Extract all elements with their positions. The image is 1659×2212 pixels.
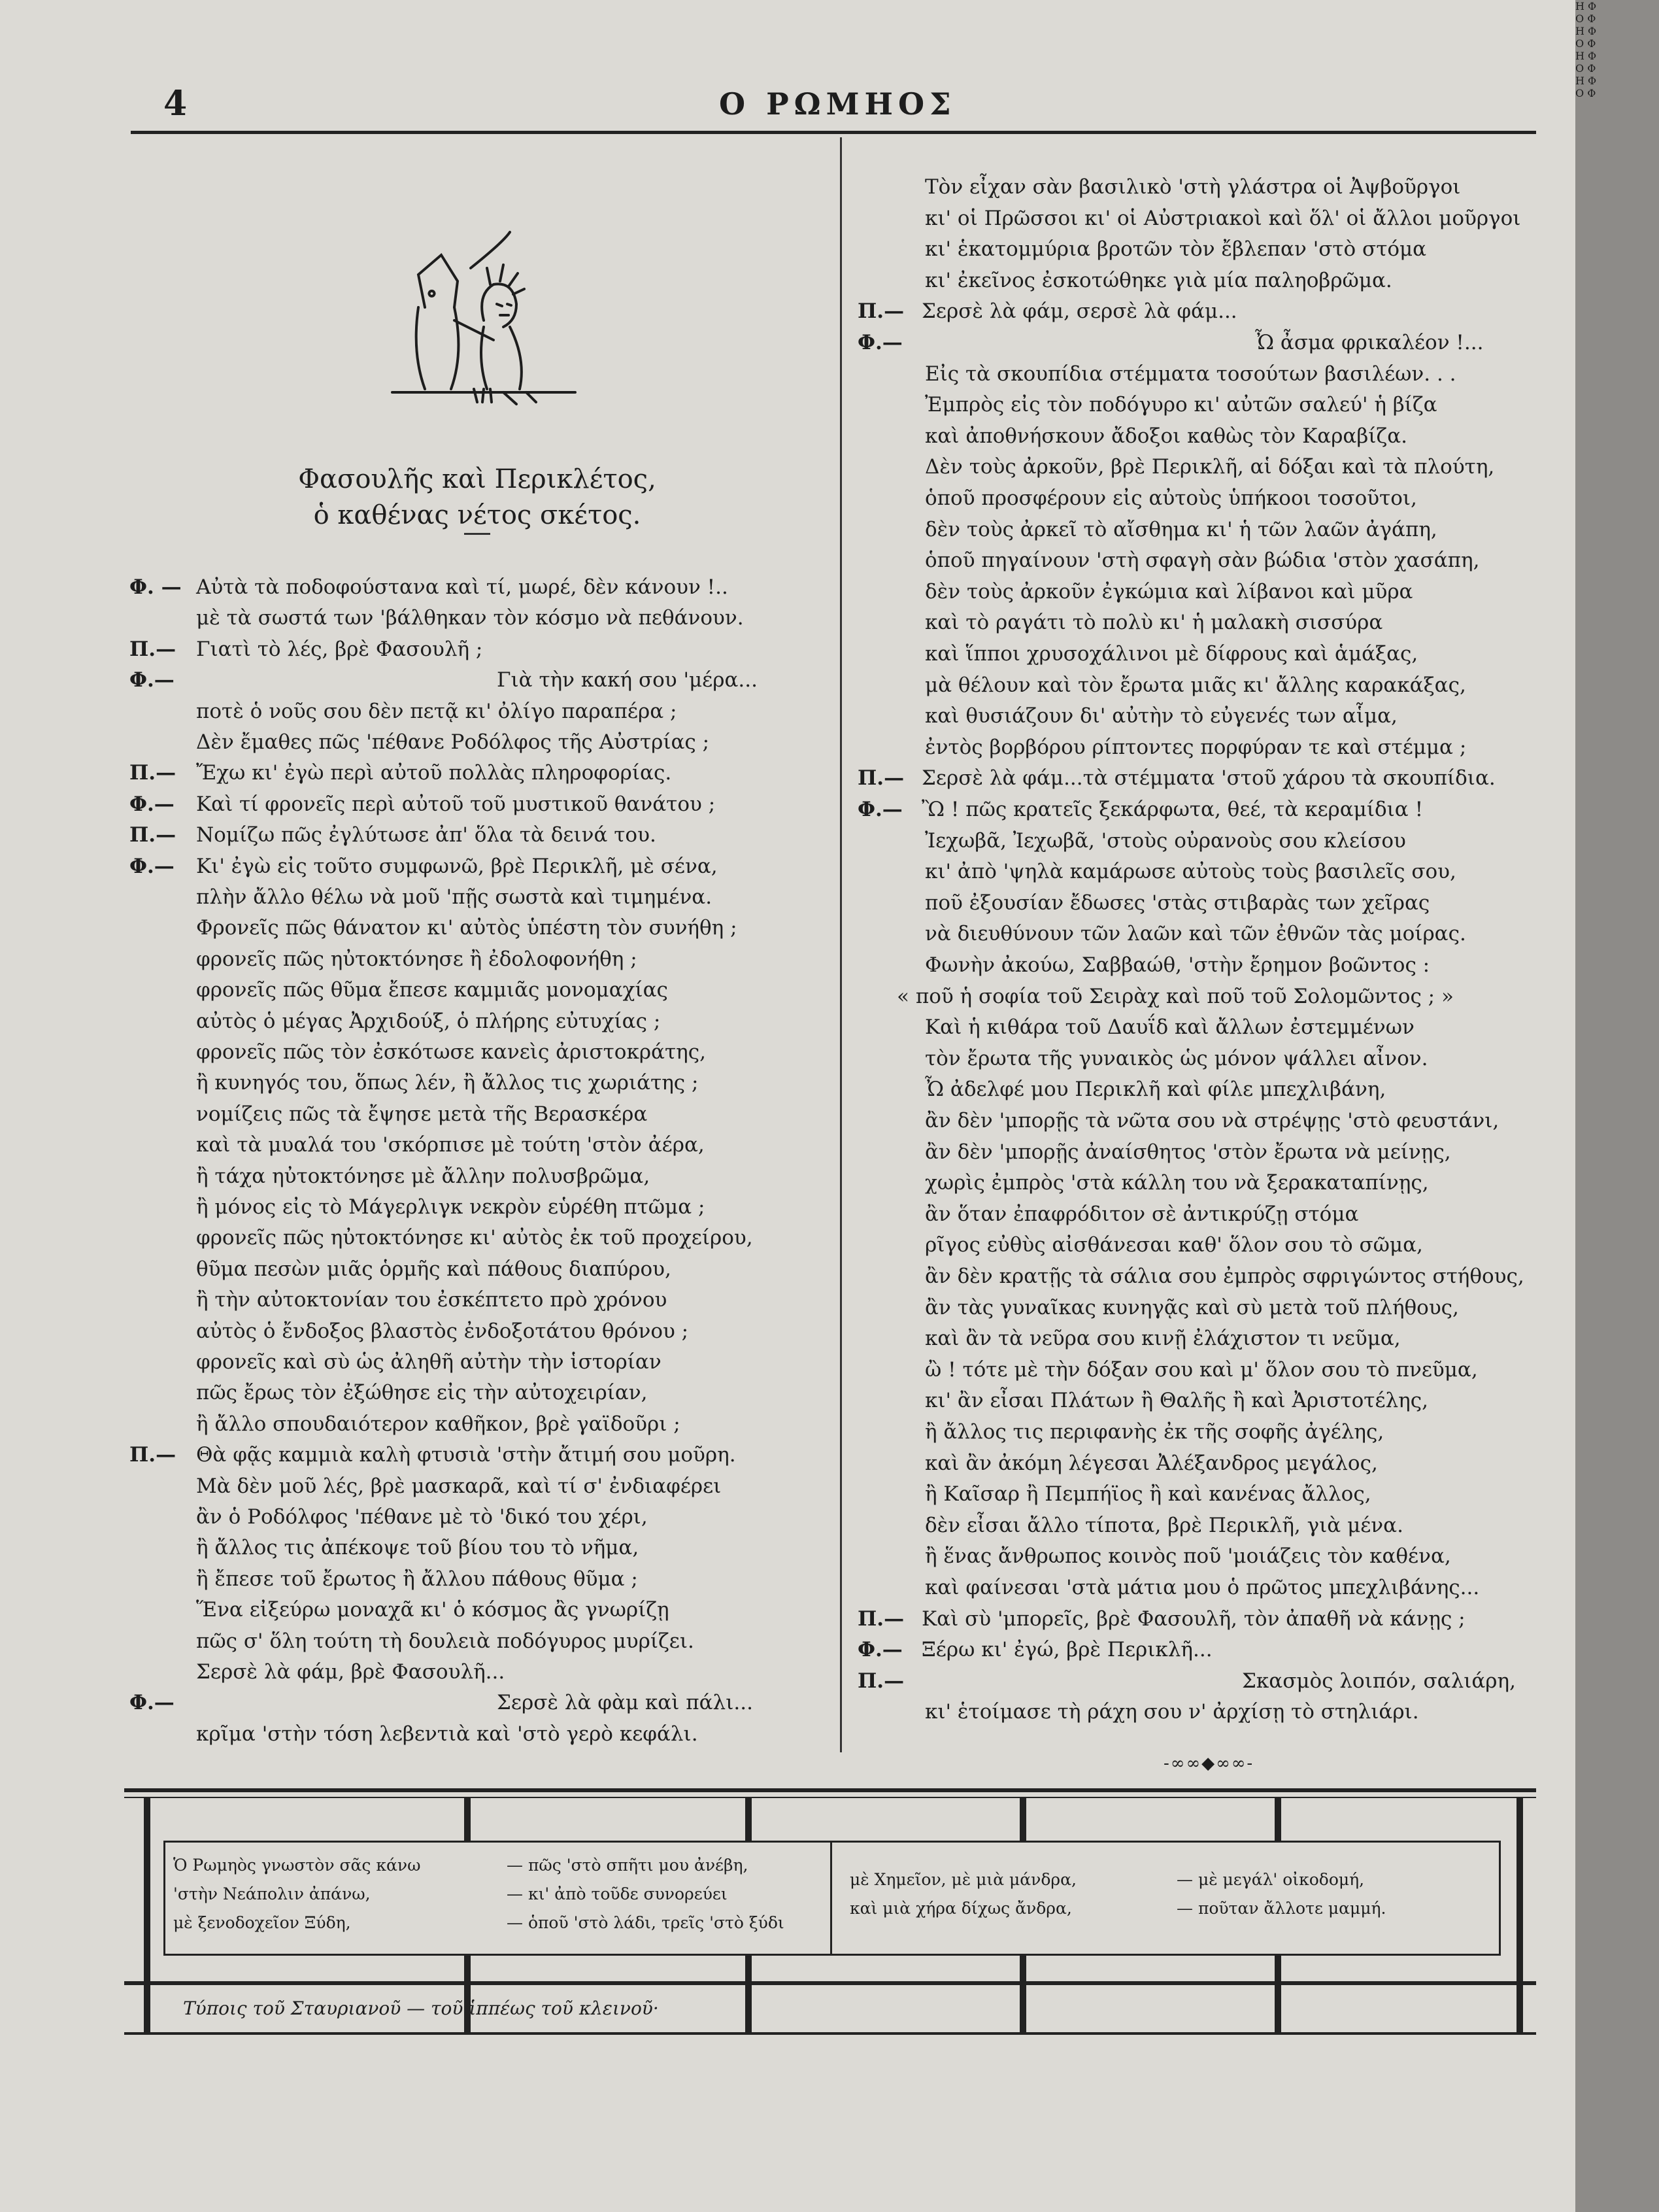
speaker-label: Π.— (129, 1443, 176, 1467)
verse-line: ἂν τὰς γυναῖκας κυνηγᾷς καὶ σὺ μετὰ τοῦ πλήθους, (925, 1295, 1459, 1319)
verse-line: Ἰεχωβᾶ, Ἰεχωβᾶ, 'στοὺς οὐρανοὺς σου κλείσου (925, 828, 1406, 853)
verse-line: κι' ἂν εἶσαι Πλάτων ἢ Θαλῆς ἢ καὶ Ἀριστοτέλης, (925, 1389, 1428, 1413)
verse-line: Σκασμὸς λοιπόν, σαλιάρη, (1242, 1669, 1516, 1693)
verse-line: ἢ μόνος εἰς τὸ Μάγερλιγκ νεκρὸν εὑρέθη πτῶμα ; (196, 1195, 705, 1219)
verse-line: ἐντὸς βορβόρου ρίπτοντες πορφύραν τε καὶ στέμμα ; (925, 735, 1467, 759)
speaker-label: Π.— (858, 1607, 905, 1631)
verse-line: νομίζεις πῶς τὰ ἔψησε μετὰ τῆς Βερασκέρα (196, 1102, 648, 1126)
speaker-label: Φ.— (129, 854, 175, 878)
verse-line: καὶ ἵπποι χρυσοχάλινοι μὲ δίφρους καὶ ἁμάξας, (925, 642, 1418, 666)
verse-line: φρονεῖς πῶς ηὐτοκτόνησε κι' αὐτὸς ἐκ τοῦ προχείρου, (196, 1226, 753, 1250)
verse-line: καὶ ἀποθνήσκουν ἄδοξοι καθὼς τὸν Καραβίζα. (925, 424, 1408, 448)
verse-line: ρῖγος εὐθὺς αἰσθάνεσαι καθ' ὅλον σου τὸ σῶμα, (925, 1233, 1423, 1257)
verse-line: καὶ θυσιάζουν δι' αὐτὴν τὸ εὐγενές των αἷμα, (925, 704, 1398, 728)
gutter-letter: Ο Φ (1575, 62, 1596, 75)
printer-imprint: Τύποις τοῦ Σταυριανοῦ — τοῦ ἱππέως τοῦ κλεινοῦ· (183, 1998, 659, 2019)
verse-line: καὶ φαίνεσαι 'στὰ μάτια μου ὁ πρῶτος μπεχλιβάνης... (925, 1576, 1480, 1599)
speaker-label: Φ.— (129, 792, 175, 816)
caption-line-1: Φασουλῆς καὶ Περικλέτος, (298, 464, 656, 494)
verse-line: Φωνὴν ἀκούω, Σαββαώθ, 'στὴν ἔρημον βοῶντος : (925, 953, 1430, 977)
verse-line: ἂν δὲν κρατῇς τὰ σάλια σου ἐμπρὸς σφριγώντος στήθους, (925, 1265, 1524, 1288)
verse-line: καὶ τὸ ραγάτι τὸ πολὺ κι' ἡ μαλακὴ σισσύρα (925, 611, 1383, 635)
verse-line: αὐτὸς ὁ ἔνδοξος βλαστὸς ἐνδοξοτάτου θρόνου ; (196, 1319, 689, 1343)
verse-line: ἢ ἄλλος τις ἀπέκοψε τοῦ βίου του τὸ νῆμα, (196, 1536, 639, 1560)
adjacent-page-letters (1575, 0, 1659, 2212)
verse-line: ποτὲ ὁ νοῦς σου δὲν πετᾷ κι' ὀλίγο παραπέρα ; (196, 699, 677, 723)
verse-line: Κι' ἐγὼ εἰς τοῦτο συμφωνῶ, βρὲ Περικλῆ, μὲ σένα, (196, 854, 718, 878)
speaker-label: Φ.— (858, 1638, 903, 1662)
verse-line: Νομίζω πῶς ἐγλύτωσε ἀπ' ὅλα τὰ δεινά του. (196, 823, 656, 847)
verse-line: Ἕνα εἰξεύρω μοναχᾶ κι' ὁ κόσμος ἂς γνωρίζῃ (196, 1598, 669, 1622)
ad-top-rule (124, 1788, 1536, 1792)
verse-line: Καὶ σὺ 'μπορεῖς, βρὲ Φασουλῆ, τὸν ἀπαθῆ νὰ κάνῃς ; (922, 1607, 1466, 1631)
verse-line: Σερσὲ λὰ φὰμ καὶ πάλι... (497, 1691, 753, 1715)
verse-line: ἢ ἔπεσε τοῦ ἔρωτος ἢ ἄλλου πάθους θῦμα ; (196, 1567, 638, 1591)
verse-line: ἢ τὴν αὐτοκτονίαν του ἐσκέπτετο πρὸ χρόνου (196, 1288, 667, 1312)
verse-line: Ξέρω κι' ἐγώ, βρὲ Περικλῆ... (922, 1638, 1213, 1662)
ad-top-rule-thin (124, 1797, 1536, 1798)
verse-line: Ἔχω κι' ἐγὼ περὶ αὐτοῦ πολλὰς πληροφορίας. (196, 761, 672, 785)
verse-line: Μὰ δὲν μοῦ λές, βρὲ μασκαρᾶ, καὶ τί σ' ἐνδιαφέρει (196, 1474, 722, 1498)
ad-bottom-rule (124, 1981, 1536, 1985)
caption-dash (464, 533, 490, 535)
speaker-label: Φ.— (129, 1691, 175, 1715)
verse-line: Τὸν εἶχαν σὰν βασιλικὸ 'στὴ γλάστρα οἱ Ἀψβοῦργοι (925, 175, 1461, 199)
verse-line: Ἐμπρὸς εἰς τὸν ποδόγυρο κι' αὐτῶν σαλεύ' ἡ βίζα (925, 393, 1437, 417)
verse-line: πῶς ἔρως τὸν ἐξώθησε εἰς τὴν αὐτοχειρίαν, (196, 1381, 648, 1405)
verse-line: Εἰς τὰ σκουπίδια στέμματα τοσούτων βασιλέων. . . (925, 362, 1456, 386)
header-rule (131, 131, 1536, 134)
verse-line: καὶ ἂν ἀκόμη λέγεσαι Ἀλέξανδρος μεγάλος, (925, 1451, 1378, 1475)
verse-line: φρονεῖς πῶς θῦμα ἔπεσε καμμιᾶς μονομαχίας (196, 978, 668, 1002)
end-ornament: -∞∞◆∞∞- (1164, 1754, 1254, 1773)
ad-line-part: — ποῦταν ἄλλοτε μαμμή. (1177, 1899, 1386, 1918)
verse-line: δὲν τοὺς ἀρκοῦν ἐγκώμια καὶ λίβανοι καὶ μῦρα (925, 579, 1413, 604)
verse-line: κι' ἑτοίμασε τὴ ράχη σου ν' ἀρχίσῃ τὸ στηλιάρι. (925, 1700, 1419, 1724)
verse-line: φρονεῖς πῶς ηὐτοκτόνησε ἢ ἐδολοφονήθη ; (196, 947, 637, 971)
verse-line: Δὲν ἔμαθες πῶς 'πέθανε Ροδόλφος τῆς Αὐστρίας ; (196, 730, 710, 754)
verse-line: « ποῦ ἡ σοφία τοῦ Σειρὰχ καὶ ποῦ τοῦ Σολομῶντος ; » (897, 984, 1454, 1008)
verse-line: πῶς σ' ὅλη τούτη τὴ δουλειὰ ποδόγυρος μυρίζει. (196, 1629, 694, 1653)
verse-line: ἢ ἕνας ἄνθρωπος κοινὸς ποῦ 'μοιάζεις τὸν καθένα, (925, 1544, 1451, 1569)
ad-line-part: — μὲ μεγάλ' οἰκοδομή, (1177, 1870, 1365, 1889)
verse-line: καὶ τὰ μυαλά του 'σκόρπισε μὲ τούτη 'στὸν ἀέρα, (196, 1133, 705, 1157)
verse-line: κρῖμα 'στὴν τόση λεβεντιὰ καὶ 'στὸ γερὸ κεφάλι. (196, 1722, 698, 1746)
verse-line: Καὶ τί φρονεῖς περὶ αὐτοῦ τοῦ μυστικοῦ θανάτου ; (196, 792, 716, 816)
speaker-label: Π.— (858, 299, 905, 324)
verse-line: ἢ ἄλλο σπουδαιότερον καθῆκον, βρὲ γαϊδοῦρι ; (196, 1412, 680, 1436)
gutter-letter: Ο Φ (1575, 87, 1596, 99)
verse-line: μὲ τὰ σωστά των 'βάλθηκαν τὸν κόσμο νὰ πεθάνουν. (196, 606, 744, 630)
speaker-label: Φ.— (129, 668, 175, 692)
verse-line: Γιατὶ τὸ λές, βρὲ Φασουλῆ ; (196, 637, 483, 661)
ad-bottom-rule-2 (124, 2032, 1536, 2035)
verse-line: ὁποῦ πηγαίνουν 'στὴ σφαγὴ σὰν βώδια 'στὸν χασάπη, (925, 549, 1480, 573)
verse-line: Θὰ φᾷς καμμιὰ καλὴ φτυσιὰ 'στὴν ἄτιμή σου μοῦρη. (196, 1443, 736, 1467)
verse-line: Φρονεῖς πῶς θάνατον κι' αὐτὸς ὑπέστη τὸν συνήθη ; (196, 916, 737, 940)
verse-line: ὁποῦ προσφέρουν εἰς αὐτοὺς ὑπήκοοι τοσοῦτοι, (925, 486, 1417, 510)
ad-line-part: καὶ μιὰ χήρα δίχως ἄνδρα, (850, 1899, 1072, 1918)
verse-line: ἂν δὲν 'μπορῇς ἀναίσθητος 'στὸν ἔρωτα νὰ μείνῃς, (925, 1140, 1451, 1164)
gutter-letter: Ο Φ (1575, 37, 1596, 50)
verse-line: ἢ ἄλλος τις περιφανὴς ἐκ τῆς σοφῆς ἀγέλης, (925, 1420, 1384, 1444)
verse-line: ἢ Καῖσαρ ἢ Πεμπήϊος ἢ καὶ κανένας ἄλλος, (925, 1482, 1371, 1506)
verse-line: ὢ ! τότε μὲ τὴν δόξαν σου καὶ μ' ὅλον σου τὸ πνεῦμα, (925, 1357, 1478, 1382)
verse-line: ἢ τάχα ηὐτοκτόνησε μὲ ἄλλην πολυσβρῶμα, (196, 1164, 650, 1188)
advertisement-divider (830, 1841, 832, 1956)
verse-line: θῦμα πεσὼν μιᾶς ὁρμῆς καὶ πάθους διαπύρου, (196, 1257, 671, 1281)
verse-line: ἂν ὁ Ροδόλφος 'πέθανε μὲ τὸ 'δικό του χέρι, (196, 1505, 648, 1529)
verse-line: Ὦ ἆσμα φρικαλέον !... (1255, 331, 1484, 354)
column-divider (840, 137, 842, 1752)
page-number: 4 (163, 84, 188, 124)
verse-line: Δὲν τοὺς ἀρκοῦν, βρὲ Περικλῆ, αἱ δόξαι καὶ τὰ πλούτη, (925, 455, 1495, 479)
verse-line: αὐτὸς ὁ μέγας Ἀρχιδούξ, ὁ πλήρης εὐτυχίας ; (196, 1009, 661, 1033)
verse-line: πλὴν ἄλλο θέλω νὰ μοῦ 'πῇς σωστὰ καὶ τιμημένα. (196, 885, 712, 909)
verse-line: κι' ἀπὸ 'ψηλὰ καμάρωσε αὐτοὺς τοὺς βασιλεῖς σου, (925, 860, 1456, 884)
verse-line: Γιὰ τὴν κακή σου 'μέρα... (497, 668, 758, 692)
verse-line: ἢ κυνηγός του, ὅπως λέν, ἢ ἄλλος τις χωριάτης ; (196, 1071, 699, 1095)
verse-line: δὲν τοὺς ἀρκεῖ τὸ αἴσθημα κι' ἡ τῶν λαῶν ἀγάπη, (925, 517, 1437, 541)
speaker-label: Π.— (129, 637, 176, 661)
verse-line: φρονεῖς πῶς τὸν ἐσκότωσε κανεὶς ἀριστοκράτης, (196, 1040, 706, 1064)
ad-post-left (144, 1798, 150, 2033)
verse-line: ἂν δὲν 'μπορῇς τὰ νῶτα σου νὰ στρέψῃς 'στὸ φευστάνι, (925, 1109, 1500, 1132)
ad-line-part: 'στὴν Νεάπολιν ἀπάνω, (173, 1884, 371, 1903)
speaker-label: Π.— (129, 761, 176, 785)
verse-line: χωρὶς ἐμπρὸς 'στὰ κάλλη του νὰ ξερακαταπίνῃς, (925, 1171, 1429, 1195)
gutter-letter: Η Φ (1575, 0, 1597, 12)
speaker-label: Π.— (858, 766, 905, 791)
verse-line: καὶ ἂν τὰ νεῦρα σου κινῇ ἐλάχιστον τι νεῦμα, (925, 1327, 1401, 1351)
newspaper-title: Ο ΡΩΜΗΟΣ (719, 86, 956, 122)
ad-post-right (1517, 1798, 1523, 2033)
speaker-label: Φ. — (129, 575, 182, 599)
cartoon-illustration (379, 229, 588, 405)
verse-line: φρονεῖς καὶ σὺ ὡς ἀληθῆ αὐτὴν τὴν ἱστορίαν (196, 1350, 662, 1374)
verse-line: Ὦ ἀδελφέ μου Περικλῆ καὶ φίλε μπεχλιβάνη, (925, 1078, 1386, 1102)
verse-line: Σερσὲ λὰ φάμ, σερσὲ λὰ φάμ... (922, 299, 1237, 324)
gutter-letter: Η Φ (1575, 75, 1597, 87)
verse-line: Ὢ ! πῶς κρατεῖς ξεκάρφωτα, θεέ, τὰ κεραμίδια ! (922, 798, 1424, 821)
gutter-letter: Ο Φ (1575, 12, 1596, 25)
speaker-label: Π.— (129, 823, 176, 847)
speaker-label: Π.— (858, 1669, 905, 1693)
ad-line-part: — ὁποῦ 'στὸ λάδι, τρεῖς 'στὸ ξύδι (507, 1913, 784, 1932)
ad-line-part: μὲ ξενοδοχεῖον Ξύδη, (173, 1913, 351, 1932)
verse-line: Σερσὲ λὰ φάμ, βρὲ Φασουλῆ... (196, 1660, 505, 1684)
gutter-letter: Η Φ (1575, 50, 1597, 62)
verse-line: νὰ διευθύνουν τῶν λαῶν καὶ τῶν ἐθνῶν τὰς μοίρας. (925, 922, 1466, 946)
speaker-label: Φ.— (858, 798, 903, 821)
verse-line: κι' ἐκεῖνος ἐσκοτώθηκε γιὰ μία παληοβρῶμα. (925, 268, 1392, 292)
verse-line: ποῦ ἐξουσίαν ἔδωσες 'στὰς στιβαρὰς των χεῖρας (925, 891, 1430, 915)
verse-line: Καὶ ἡ κιθάρα τοῦ Δαυΐδ καὶ ἄλλων ἐστεμμένων (925, 1015, 1415, 1040)
verse-line: μὰ θέλουν καὶ τὸν ἔρωτα μιᾶς κι' ἄλλης καρακάξας, (925, 673, 1466, 697)
verse-line: κι' ἑκατομμύρια βροτῶν τὸν ἔβλεπαν 'στὸ στόμα (925, 237, 1427, 262)
ad-line-part: — πῶς 'στὸ σπῆτι μου ἀνέβη, (507, 1856, 748, 1875)
verse-line: Σερσὲ λὰ φάμ...τὰ στέμματα 'στοῦ χάρου τὰ σκουπίδια. (922, 766, 1496, 791)
verse-line: δὲν εἶσαι ἄλλο τίποτα, βρὲ Περικλῆ, γιὰ μένα. (925, 1513, 1403, 1537)
ad-line-part: μὲ Χημεῖον, μὲ μιὰ μάνδρα, (850, 1870, 1077, 1889)
speaker-label: Φ.— (858, 331, 903, 354)
ad-line-part: Ὁ Ρωμηὸς γνωστὸν σᾶς κάνω (173, 1856, 421, 1875)
ad-line-part: — κι' ἀπὸ τοῦδε συνορεύει (507, 1884, 728, 1903)
verse-line: τὸν ἔρωτα τῆς γυναικὸς ὡς μόνον ψάλλει αἶνον. (925, 1046, 1428, 1070)
verse-line: κι' οἱ Πρῶσσοι κι' οἱ Αὐστριακοὶ καὶ ὅλ' οἱ ἄλλοι μοῦργοι (925, 206, 1521, 230)
verse-line: ἂν ὅταν ἐπαφρόδιτον σὲ ἀντικρύζῃ στόμα (925, 1202, 1359, 1226)
caption-line-2: ὁ καθένας νέτος σκέτος. (313, 500, 641, 530)
gutter-letter: Η Φ (1575, 25, 1597, 37)
verse-line: Αὐτὰ τὰ ποδοφούστανα καὶ τί, μωρέ, δὲν κάνουν !.. (196, 575, 728, 599)
